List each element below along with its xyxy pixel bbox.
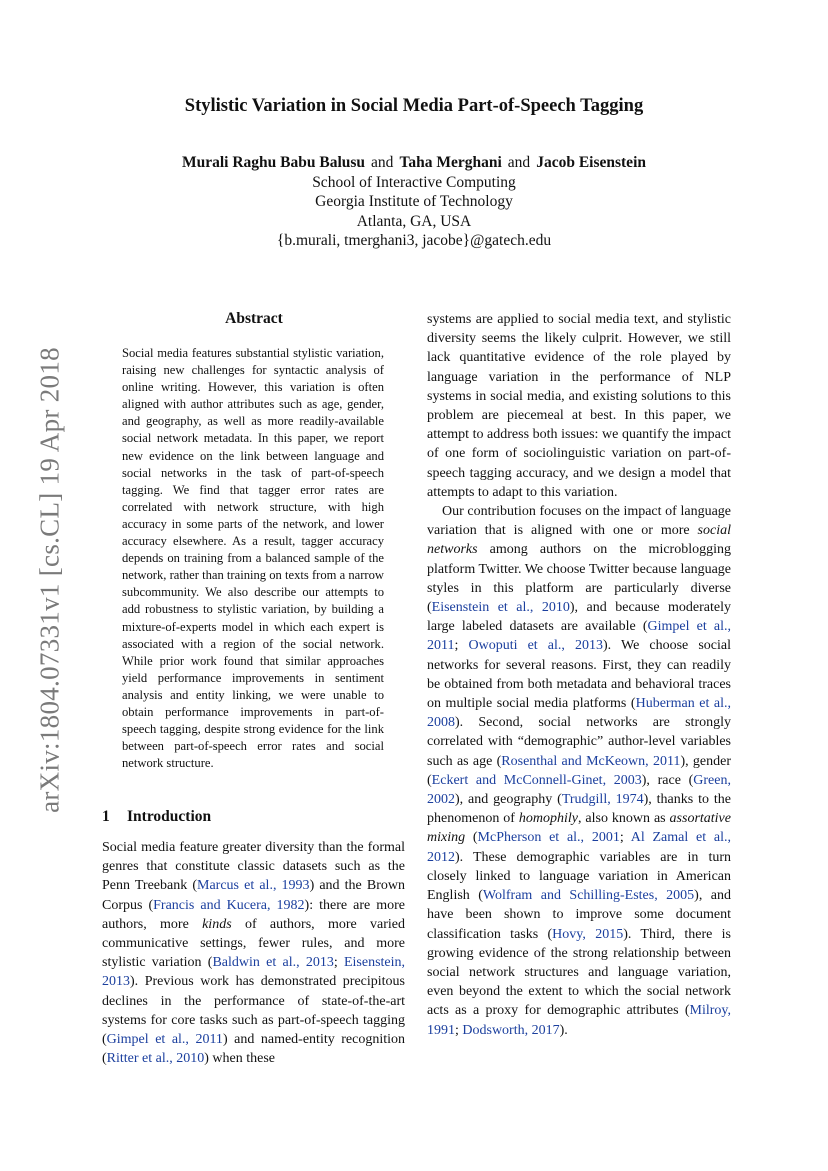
section-heading: [102, 808, 211, 826]
affiliation-line: Atlanta, GA, USA: [356, 212, 472, 230]
author-conj: and: [507, 154, 531, 171]
citation-link[interactable]: Al Zamal et al., 2012: [427, 830, 732, 865]
citation-link[interactable]: Rosenthal and McKeown, 2011: [501, 753, 681, 769]
author-block: [0, 153, 828, 251]
citation-link[interactable]: Francis and Kucera, 1982: [153, 897, 305, 913]
citation-link[interactable]: Gimpel et al., 2011: [106, 1032, 223, 1048]
citation-link[interactable]: Eckert and McConnell-Ginet, 2003: [431, 772, 642, 788]
section-number: 1: [102, 808, 110, 825]
citation-link[interactable]: Gimpel et al., 2011: [427, 619, 731, 654]
citation-link[interactable]: Wolfram and Schilling-Estes, 2005: [482, 888, 695, 904]
citation-link[interactable]: Huberman et al., 2008: [427, 696, 732, 731]
author-name: Taha Merghani: [399, 154, 502, 171]
section-title: Introduction: [127, 808, 212, 825]
abstract-heading: Abstract: [225, 310, 283, 327]
author-conj: and: [371, 154, 394, 171]
abstract-body: [122, 345, 384, 772]
citation-link[interactable]: Baldwin et al., 2013: [212, 955, 334, 971]
citation-link[interactable]: Owoputi et al., 2013: [468, 638, 603, 654]
affiliation-line: Georgia Institute of Technology: [315, 193, 513, 210]
intro-paragraph: Social media feature greater diversity than the formal genres that constitute classic datasets such as the Penn Treebank (Marcus et al., 1993) and the Brown Corpus (Francis and Kucera, 1982): there are more authors, more kinds of authors, more varied communicative settings, fewer rules, and more stylistic variation (Baldwin et al., 2013; Eisenstein, 2013). Previous work has demonstrated precipitous declines in the performance of state-of-the-art systems for core tasks such as part-of-speech tagging (Gimpel et al., 2011) and named-entity recognition (Ritter et al., 2010) when these: [102, 840, 406, 1067]
author-emails: {b.murali, tmerghani3, jacobe}@gatech.edu: [276, 232, 552, 249]
citation-link[interactable]: Trudgill, 1974: [561, 792, 644, 808]
citation-link[interactable]: Ritter et al., 2010: [106, 1051, 205, 1067]
right-paragraph-1: systems are applied to social media text, and stylistic diversity seems the likely culprit. However, we still lack quantitative evidence of the role played by language variation in the performance of NLP systems in social media, and existing solutions to this problem are piecemeal at best. In this paper, we attempt to address both issues: we quantify the impact of one form of sociolinguistic variation on part-of-speech tagging accuracy, and we design a model that attempts to adapt to this variation.: [427, 312, 731, 500]
right-column: [427, 310, 731, 1040]
citation-link[interactable]: Dodsworth, 2017: [462, 1022, 560, 1038]
citation-link[interactable]: Eisenstein, 2013: [102, 955, 406, 990]
right-paragraph-2: Our contribution focuses on the impact of language variation that is aligned with one or more social networks among authors on the microblogging platform Twitter. We choose Twitter because language styles in this platform are particularly diverse (Eisenstein et al., 2010), and because moderately large labeled datasets are available (Gimpel et al., 2011; Owoputi et al., 2013). We choose social networks for several reasons. First, they can readily be obtained from both metadata and behavioral traces on multiple social media platforms (Huberman et al., 2008). Second, social networks are strongly correlated with “demographic” author-level variables such as age (Rosenthal and McKeown, 2011), gender (Eckert and McConnell-Ginet, 2003), race (Green, 2002), and geography (Trudgill, 1974), thanks to the phenomenon of homophily, also known as assortative mixing (McPherson et al., 2001; Al Zamal et al., 2012). These demographic variables are in turn closely linked to language variation in American English (Wolfram and Schilling-Estes, 2005), and have been shown to improve some document classification tasks (Hovy, 2015). Third, there is growing evidence of the strong relationship between social network structures and language variation, even beyond the extent to which the social network acts as a proxy for demographic attributes (Milroy, 1991; Dodsworth, 2017).: [427, 504, 732, 1038]
affiliation-line: School of Interactive Computing: [312, 173, 516, 191]
arxiv-identifier: arXiv:1804.07331v1 [cs.CL] 19 Apr 2018: [34, 347, 65, 813]
citation-link[interactable]: McPherson et al., 2001: [477, 830, 620, 846]
citation-link[interactable]: Eisenstein et al., 2010: [431, 600, 570, 616]
citation-link[interactable]: Milroy, 1991: [427, 1003, 731, 1038]
author-name: Murali Raghu Babu Balusu: [181, 154, 366, 171]
paper-title: Stylistic Variation in Social Media Part-of-Speech Tagging: [184, 96, 644, 116]
citation-link[interactable]: Green, 2002: [427, 772, 731, 808]
citation-link[interactable]: Marcus et al., 1993: [197, 878, 310, 894]
citation-link[interactable]: Hovy, 2015: [552, 926, 624, 942]
intro-column: [102, 838, 405, 1068]
author-names: [0, 153, 828, 173]
arxiv-sidebar: [34, 300, 65, 860]
abstract-text: Social media features substantial stylistic variation, raising new challenges for syntactic analysis of online writing. However, this variation is often aligned with author attributes such as age, gender, and geography, as well as more readily-available social network metadata. In this paper, we report new evidence on the link between language and social networks in the task of part-of-speech tagging. We find that tagger error rates are correlated with network structure, with high accuracy in some parts of the network, and lower accuracy elsewhere. As a result, tagger accuracy depends on training from a balanced sample of the network, rather than training on texts from a narrow subcommunity. We also describe our attempts to add robustness to stylistic variation, by building a mixture-of-experts model in which each expert is associated with a region of the social network. While prior work found that similar approaches yield performance improvements in sentiment analysis and entity linking, we were unable to obtain performance improvements in part-of-speech tagging, despite strong evidence for the link between part-of-speech error rates and social network structure.: [122, 346, 384, 771]
author-name: Jacob Eisenstein: [536, 154, 646, 171]
